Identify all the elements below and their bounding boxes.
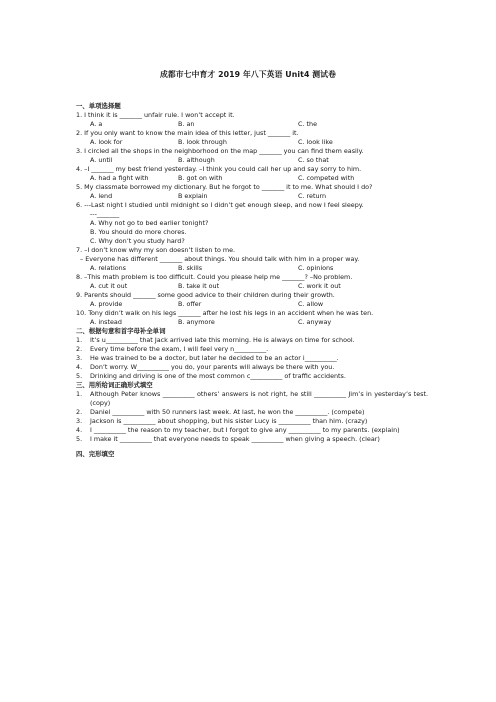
page-title: 成都市七中育才 2019 年八下英语 Unit4 测试卷 [159,70,337,79]
option: B. take it out [178,282,220,290]
question: 1. It’s u__________ that Jack arrived late this morning. He is always on time for school. [76,336,355,344]
question: 4. –I _______ my best friend yesterday. –I think you could call her up and say sorry to him. [76,165,362,173]
section-heading: 一、单项选择题 [76,102,121,110]
option: A. instead [90,318,122,326]
option: B. although [178,156,215,164]
question-line: – Everyone has different _______ about things. You should talk with him in a proper way. [80,255,360,263]
option: A. had a fight with [90,174,149,182]
options [76,174,428,183]
question: 2. Every time before the exam, I will feel very n__________. [76,345,269,353]
question-line: ---_______ [90,210,120,218]
section-heading: 二、根据句意和首字母补全单词 [76,327,166,335]
option: A. look for [90,138,123,146]
options [76,300,428,309]
question: 6. ---Last night I studied until midnight so I didn’t get enough sleep, and now I feel sleepy. [76,201,364,209]
options [76,138,428,147]
options [76,264,428,273]
option: C. allow [298,300,324,308]
question: 3. Jackson is __________ about shopping, but his sister Lucy is __________ than him. (crazy) [76,417,368,425]
options [76,282,428,291]
option: A. cut it out [90,282,128,290]
question: 2. Daniel __________ with 50 runners last week. At last, he won the __________. (compete) [76,408,365,416]
option: A. relations [90,264,127,272]
option: A. a [90,120,103,128]
option: C. so that [298,156,329,164]
question: 1. Although Peter knows __________ others’ answers is not right, he still __________ Jim’s in yesterday’s test. (copy) [76,390,428,407]
question: 9. Parents should _______ some good advice to their children during their growth. [76,291,335,299]
question: 3. He was trained to be a doctor, but later he decided to be an actor i__________. [76,354,339,362]
option: B. got on with [178,174,223,182]
options [76,192,428,201]
option: B. skills [178,264,203,272]
question: 1. I think it is _______ unfair rule. I won’t accept it. [76,111,235,119]
option: A. lend [90,192,113,200]
option: C. competed with [298,174,355,182]
question: 5. Drinking and driving is one of the most common c__________ of traffic accidents. [76,372,346,380]
question: 3. I circled all the shops in the neighborhood on the map _______ you can find them easily. [76,147,364,155]
question: 4. I __________ the reason to my teacher, but I forgot to give any __________ to my parents. (explain) [76,426,400,434]
question: 5. I make it __________ that everyone needs to speak __________ when giving a speech. (clear) [76,435,380,443]
options [76,156,428,165]
options [76,318,428,327]
option: A. provide [90,300,123,308]
option: C. work it out [298,282,341,290]
option: C. Why don’t you study hard? [90,237,185,245]
option: C. the [298,120,318,128]
section-heading: 四、完形填空 [76,450,115,458]
option: B. an [178,120,195,128]
question: 5. My classmate borrowed my dictionary. But he forgot to _______ it to me. What should I do? [76,183,373,191]
question: 4. Don’t worry. W__________ you do, your parents will always be there with you. [76,363,335,371]
option: B explain [178,192,208,200]
option: C. look like [298,138,333,146]
document-body [76,100,428,459]
option: B. anymore [178,318,215,326]
option: C. opinions [298,264,334,272]
question: 10. Tony didn’t walk on his legs _______ after he lost his legs in an accident when he was ten. [76,309,374,317]
option: C. anyway [298,318,332,326]
section-heading: 三、用所给词正确形式填空 [76,381,153,389]
option: B. offer [178,300,202,308]
option: B. look through [178,138,227,146]
option: B. You should do more chores. [90,228,187,236]
option: A. until [90,156,113,164]
option: A. Why not go to bed earlier tonight? [90,219,209,227]
option: C. return [298,192,327,200]
question: 2. If you only want to know the main idea of this letter, just _______ it. [76,129,299,137]
options [76,120,428,129]
question: 7. –I don’t know why my son doesn’t listen to me. [76,246,236,254]
question: 8. –This math problem is too difficult. Could you please help me _______? –No problem. [76,273,353,281]
